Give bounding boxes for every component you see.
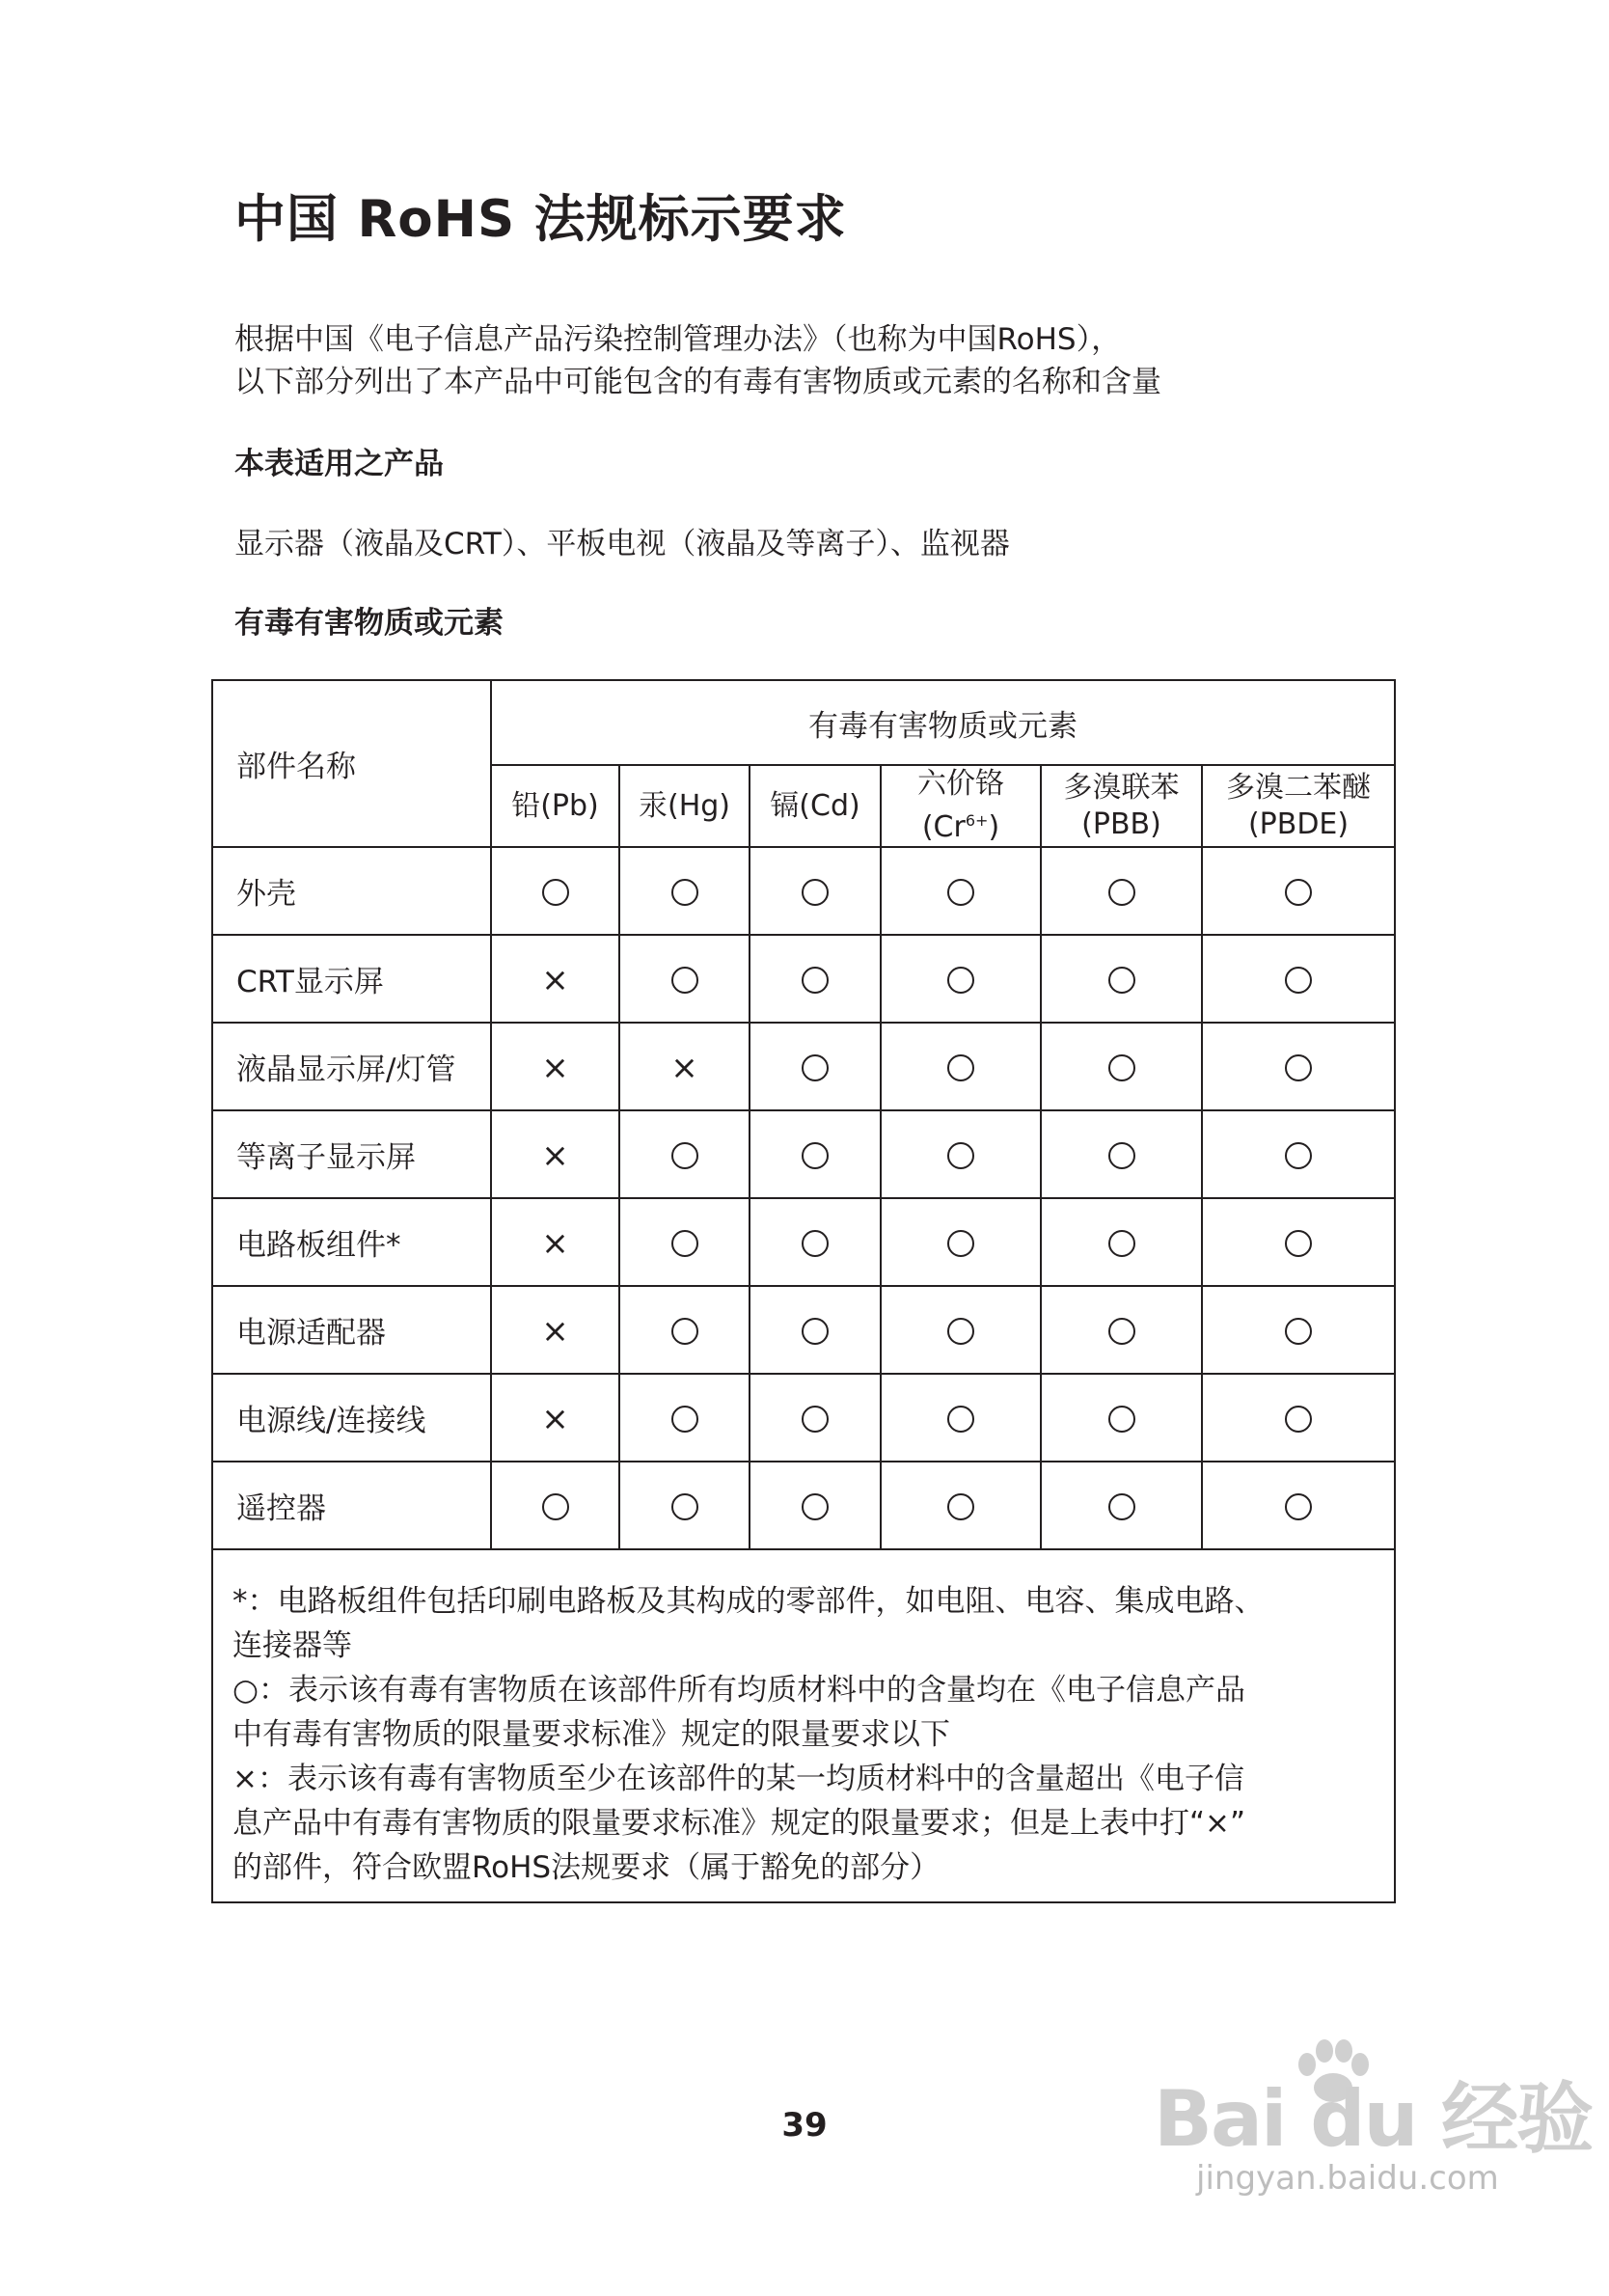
- table-row: [212, 935, 1395, 1023]
- circle-icon: [671, 879, 698, 906]
- compliant-circle-mark: [750, 1286, 881, 1374]
- circle-icon: [1108, 879, 1135, 906]
- table-notes: [212, 1549, 1395, 1902]
- substance-header-line1: 六价铬: [917, 767, 1004, 801]
- substance-header: [750, 765, 881, 847]
- substance-header: [1041, 765, 1202, 847]
- substance-header: [1202, 765, 1395, 847]
- circle-icon: [1108, 1493, 1135, 1520]
- circle-icon: [802, 1406, 829, 1433]
- compliant-circle-mark: [881, 1286, 1041, 1374]
- compliant-circle-mark: [750, 1198, 881, 1286]
- circle-icon: [1285, 1054, 1312, 1081]
- compliant-circle-mark: [881, 847, 1041, 935]
- table-row: [212, 1462, 1395, 1549]
- substances-heading: 有毒有害物质或元素: [234, 606, 504, 641]
- compliant-circle-mark: [1202, 1286, 1395, 1374]
- compliant-circle-mark: [619, 1374, 750, 1462]
- part-name-cell: 遥控器: [212, 1462, 491, 1549]
- baidu-watermark: [1138, 2037, 1593, 2211]
- compliant-circle-mark: [619, 1462, 750, 1549]
- substance-header-line1: 镉(Cd): [770, 788, 860, 823]
- compliant-circle-mark: [1202, 935, 1395, 1023]
- circle-icon: [1285, 1142, 1312, 1169]
- part-name-cell: 液晶显示屏/灯管: [212, 1023, 491, 1110]
- cross-icon: ×: [670, 1049, 698, 1087]
- exceeds-cross-mark: [491, 1110, 619, 1198]
- substance-superscript: 6+: [965, 811, 989, 830]
- circle-icon: [1108, 1318, 1135, 1345]
- compliant-circle-mark: [750, 1462, 881, 1549]
- compliant-circle-mark: [491, 847, 619, 935]
- circle-icon: [947, 1493, 974, 1520]
- compliant-circle-mark: [1041, 1374, 1202, 1462]
- intro-paragraph: [234, 318, 1161, 403]
- cross-icon: ×: [541, 1136, 569, 1175]
- compliant-circle-mark: [750, 1023, 881, 1110]
- circle-icon: [1285, 1406, 1312, 1433]
- circle-icon: [802, 879, 829, 906]
- part-name-cell: 电源适配器: [212, 1286, 491, 1374]
- watermark-url: jingyan.baidu.com: [1196, 2159, 1499, 2198]
- compliant-circle-mark: [1041, 1023, 1202, 1110]
- circle-icon: [1285, 967, 1312, 994]
- note-line: 息产品中有毒有害物质的限量要求标准》规定的限量要求；但是上表中打“×”: [232, 1806, 1246, 1841]
- circle-icon: [802, 1230, 829, 1257]
- table-row: [212, 1198, 1395, 1286]
- circle-icon: [671, 1406, 698, 1433]
- intro-line-2: 以下部分列出了本产品中可能包含的有毒有害物质或元素的名称和含量: [234, 365, 1161, 399]
- circle-icon: [947, 1230, 974, 1257]
- compliant-circle-mark: [1041, 935, 1202, 1023]
- substance-symbol: (PBDE): [1247, 806, 1350, 841]
- substance-header-line1: 多溴联苯: [1063, 770, 1180, 805]
- note-line: 的部件，符合欧盟RoHS法规要求（属于豁免的部分）: [232, 1850, 941, 1885]
- compliant-circle-mark: [1202, 847, 1395, 935]
- compliant-circle-mark: [750, 1374, 881, 1462]
- compliant-circle-mark: [1041, 1462, 1202, 1549]
- hazardous-substances-table: [211, 679, 1396, 1903]
- part-name-cell: 等离子显示屏: [212, 1110, 491, 1198]
- circle-icon: [802, 1493, 829, 1520]
- part-name-header: 部件名称: [212, 680, 491, 847]
- substance-header-line1: 汞(Hg): [638, 788, 730, 823]
- note-line: 中有毒有害物质的限量要求标准》规定的限量要求以下: [232, 1717, 950, 1752]
- table-row: [212, 847, 1395, 935]
- compliant-circle-mark: [881, 1023, 1041, 1110]
- compliant-circle-mark: [881, 1462, 1041, 1549]
- part-name-cell: 外壳: [212, 847, 491, 935]
- table-row: [212, 1374, 1395, 1462]
- compliant-circle-mark: [750, 1110, 881, 1198]
- compliant-circle-mark: [750, 847, 881, 935]
- circle-icon: [802, 1318, 829, 1345]
- circle-icon: [542, 1493, 569, 1520]
- compliant-circle-mark: [619, 935, 750, 1023]
- circle-icon: [1285, 879, 1312, 906]
- note-line: ×：表示该有毒有害物质至少在该部件的某一均质材料中的含量超出《电子信: [232, 1762, 1244, 1796]
- exceeds-cross-mark: [491, 1023, 619, 1110]
- compliant-circle-mark: [881, 1374, 1041, 1462]
- compliant-circle-mark: [1202, 1374, 1395, 1462]
- table-row: [212, 1286, 1395, 1374]
- substance-header-line2: [882, 803, 1040, 846]
- substance-symbol: (PBB): [1081, 806, 1161, 841]
- compliant-circle-mark: [619, 1198, 750, 1286]
- applicable-products-text: 显示器（液晶及CRT）、平板电视（液晶及等离子）、监视器: [234, 527, 1010, 561]
- circle-icon: [671, 1493, 698, 1520]
- cross-icon: ×: [541, 1049, 569, 1087]
- circle-icon: [947, 1318, 974, 1345]
- substance-header: [619, 765, 750, 847]
- page-title: 中国 RoHS 法规标示要求: [234, 190, 847, 249]
- circle-icon: [1285, 1493, 1312, 1520]
- intro-line-1: 根据中国《电子信息产品污染控制管理办法》（也称为中国RoHS），: [234, 322, 1122, 357]
- table-row: [212, 1023, 1395, 1110]
- circle-icon: [947, 967, 974, 994]
- part-name-cell: CRT显示屏: [212, 935, 491, 1023]
- compliant-circle-mark: [1041, 847, 1202, 935]
- compliant-circle-mark: [491, 1462, 619, 1549]
- circle-icon: [802, 967, 829, 994]
- compliant-circle-mark: [750, 935, 881, 1023]
- cross-icon: ×: [541, 1400, 569, 1438]
- substance-header-line1: 铅(Pb): [511, 788, 599, 823]
- substance-header-line2: [1042, 806, 1201, 843]
- compliant-circle-mark: [881, 935, 1041, 1023]
- part-name-cell: 电路板组件*: [212, 1198, 491, 1286]
- circle-icon: [1108, 967, 1135, 994]
- cross-icon: ×: [541, 1312, 569, 1351]
- compliant-circle-mark: [881, 1110, 1041, 1198]
- cross-icon: ×: [541, 961, 569, 999]
- note-line: *：电路板组件包括印刷电路板及其构成的零部件，如电阻、电容、集成电路、: [232, 1584, 1265, 1619]
- compliant-circle-mark: [1202, 1198, 1395, 1286]
- compliant-circle-mark: [1041, 1198, 1202, 1286]
- substance-header: [881, 765, 1041, 847]
- compliant-circle-mark: [619, 1286, 750, 1374]
- exceeds-cross-mark: [491, 1286, 619, 1374]
- substance-symbol: (Cr: [921, 810, 966, 844]
- compliant-circle-mark: [619, 1110, 750, 1198]
- substance-group-header: 有毒有害物质或元素: [491, 680, 1395, 765]
- circle-icon: [947, 879, 974, 906]
- exceeds-cross-mark: [619, 1023, 750, 1110]
- circle-icon: [947, 1142, 974, 1169]
- circle-icon: [947, 1054, 974, 1081]
- circle-icon: [671, 1230, 698, 1257]
- exceeds-cross-mark: [491, 935, 619, 1023]
- note-line: 连接器等: [232, 1628, 352, 1663]
- table-row: [212, 1110, 1395, 1198]
- circle-icon: [671, 1318, 698, 1345]
- circle-icon: [1108, 1406, 1135, 1433]
- circle-icon: [947, 1406, 974, 1433]
- substance-header-line1: 多溴二苯醚: [1226, 770, 1372, 805]
- circle-icon: [1285, 1230, 1312, 1257]
- substance-header-line2: [1203, 806, 1394, 843]
- compliant-circle-mark: [881, 1198, 1041, 1286]
- compliant-circle-mark: [1041, 1286, 1202, 1374]
- exceeds-cross-mark: [491, 1198, 619, 1286]
- circle-icon: [671, 967, 698, 994]
- compliant-circle-mark: [1202, 1023, 1395, 1110]
- circle-icon: [1285, 1318, 1312, 1345]
- watermark-brand: Bai du 经验: [1154, 2074, 1593, 2164]
- circle-icon: [1108, 1230, 1135, 1257]
- cross-icon: ×: [541, 1224, 569, 1263]
- compliant-circle-mark: [619, 847, 750, 935]
- substance-header: [491, 765, 619, 847]
- compliant-circle-mark: [1202, 1462, 1395, 1549]
- compliant-circle-mark: [1202, 1110, 1395, 1198]
- circle-icon: [671, 1142, 698, 1169]
- applicable-products-heading: 本表适用之产品: [234, 447, 444, 481]
- exceeds-cross-mark: [491, 1374, 619, 1462]
- circle-icon: [802, 1142, 829, 1169]
- circle-icon: [1108, 1142, 1135, 1169]
- compliant-circle-mark: [1041, 1110, 1202, 1198]
- substance-symbol-end: ): [988, 810, 1000, 844]
- circle-icon: [542, 879, 569, 906]
- part-name-cell: 电源线/连接线: [212, 1374, 491, 1462]
- page-number: 39: [781, 2106, 828, 2145]
- circle-icon: [802, 1054, 829, 1081]
- circle-icon: [1108, 1054, 1135, 1081]
- note-line: ○：表示该有毒有害物质在该部件所有均质材料中的含量均在《电子信息产品: [232, 1673, 1246, 1708]
